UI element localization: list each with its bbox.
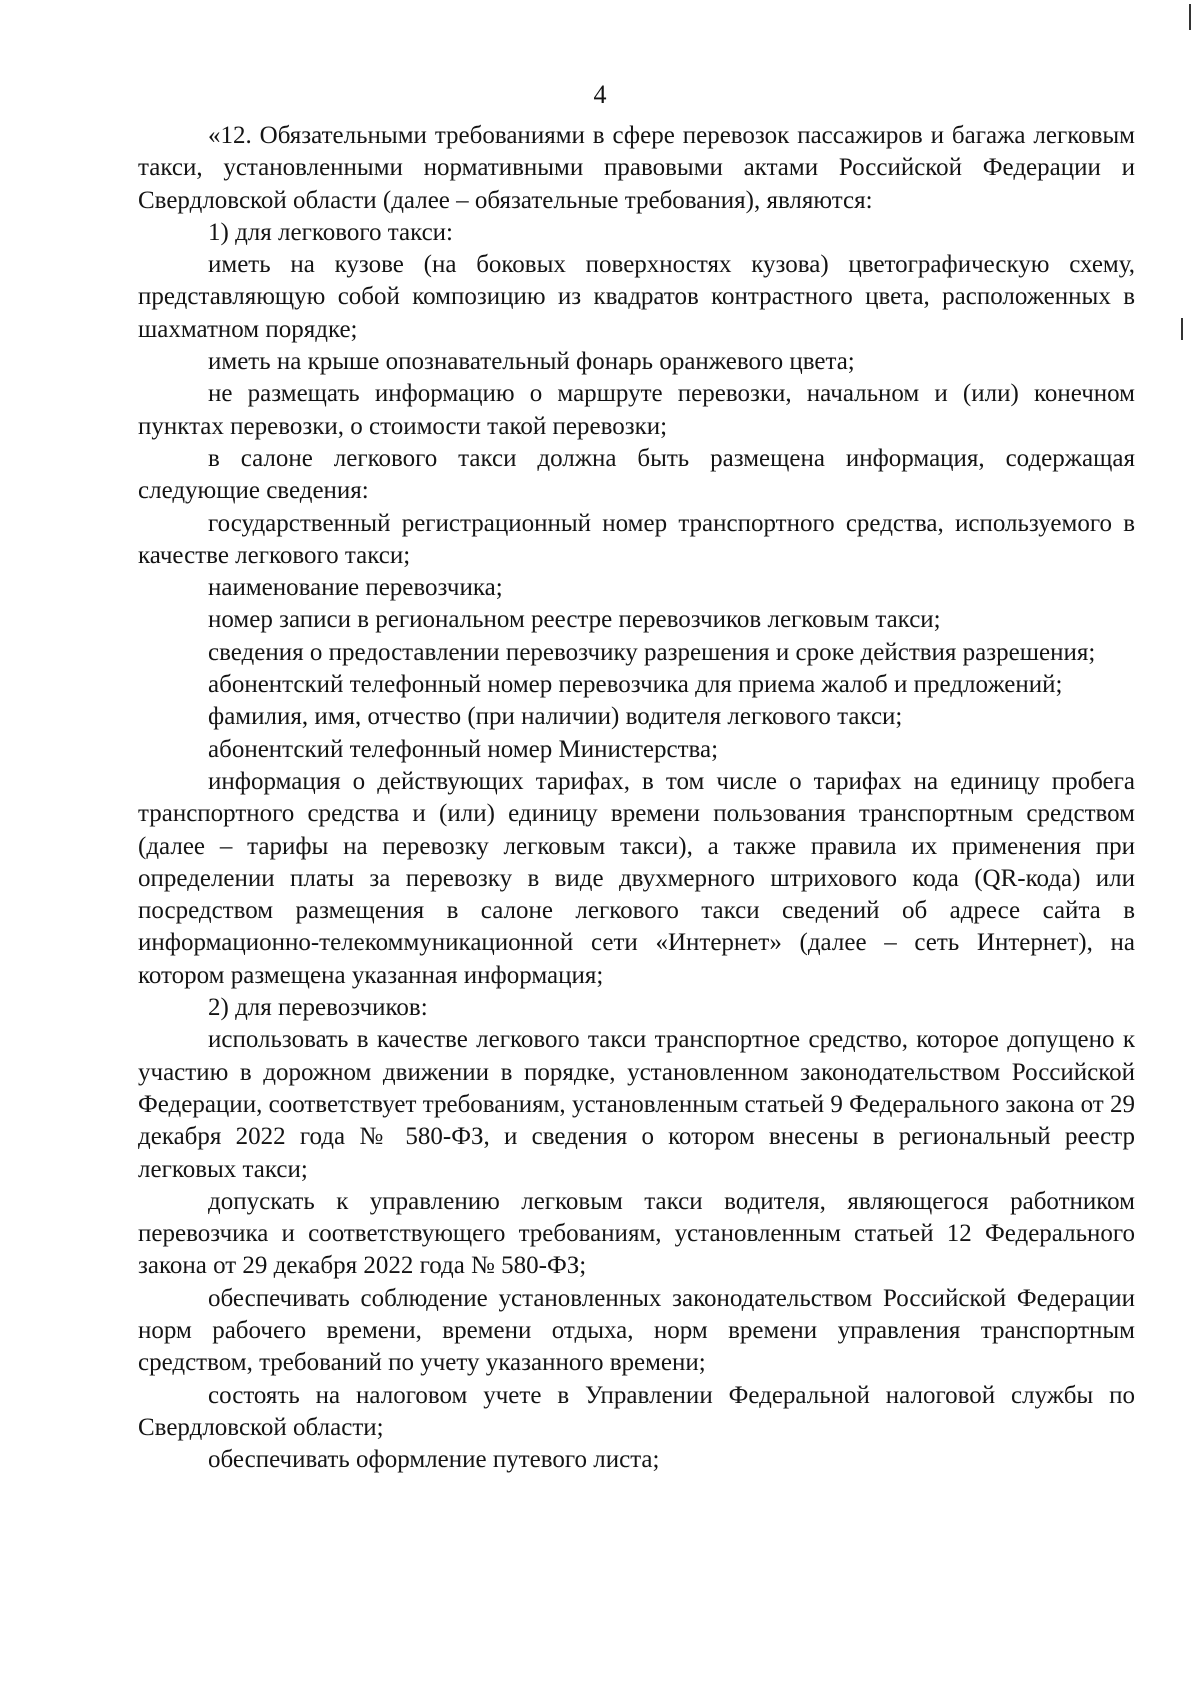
paragraph-driver-admission: допускать к управлению легковым такси водителя, являющегося работником перевозчика и соответствующего требованиям, установленным статьей 12 Федерального закона от 29 декабря 2022 года № 580-ФЗ;: [138, 1187, 1135, 1280]
paragraph-cabin-info: в салоне легкового такси должна быть размещена информация, содержащая следующие сведения:: [138, 444, 1135, 505]
paragraph-registration-number: государственный регистрационный номер транспортного средства, используемого в качестве легкового такси;: [138, 509, 1135, 569]
paragraph-roof-lamp: иметь на крыше опознавательный фонарь оранжевого цвета;: [208, 348, 855, 376]
paragraph-carriers-heading: 2) для перевозчиков:: [208, 994, 428, 1022]
scan-edge-mark-top: [1189, 4, 1191, 30]
page-number: 4: [593, 80, 607, 109]
paragraph-item-12-intro: «12. Обязательными требованиями в сфере перевозок пассажиров и багажа легковым такси, установленными нормативными правовыми актами Российской Федерации и Свердловской области (далее – обязательные требования), являются:: [138, 122, 1135, 214]
paragraph-working-time: обеспечивать соблюдение установленных законодательством Российской Федерации норм рабочего времени, времени отдыха, норм времени управления транспортным средством, требований по учету указанного времени;: [138, 1284, 1135, 1377]
paragraph-tax-registration: состоять на налоговом учете в Управлении Федеральной налоговой службы по Свердловской области;: [138, 1381, 1135, 1441]
paragraph-tariffs: информация о действующих тарифах, в том числе о тарифах на единицу пробега транспортного средства и (или) единицу времени пользования транспортным средством (далее – тарифы на перевозку легковым такси), а также правила их применения при определении платы за перевозку в виде двухмерного штрихового кода (QR-кода) или посредством размещения в салоне легкового такси сведений об адресе сайта в информационно-телекоммуникационной сети «Интернет» (далее – сеть Интернет), на котором размещена указанная информация;: [138, 767, 1135, 989]
paragraph-registry-record: номер записи в региональном реестре перевозчиков легковым такси;: [208, 606, 941, 634]
paragraph-ministry-phone: абонентский телефонный номер Министерства;: [208, 735, 719, 763]
document-body: [138, 120, 1135, 1476]
paragraph-permit-info: сведения о предоставлении перевозчику разрешения и сроке действия разрешения;: [208, 638, 1096, 666]
scan-edge-mark-middle: [1181, 318, 1183, 340]
paragraph-color-scheme: иметь на кузове (на боковых поверхностях кузова) цветографическую схему, представляющую собой композицию из квадратов контрастного цвета, расположенных в шахматном порядке;: [138, 251, 1135, 343]
paragraph-waybill: обеспечивать оформление путевого листа;: [208, 1446, 660, 1474]
paragraph-complaints-phone: абонентский телефонный номер перевозчика для приема жалоб и предложений;: [208, 671, 1063, 699]
paragraph-carrier-name: наименование перевозчика;: [208, 574, 503, 602]
paragraph-vehicle-use: использовать в качестве легкового такси транспортное средство, которое допущено к участию в дорожном движении в порядке, установленном законодательством Российской Федерации, соответствует требованиям, установленным статьей 9 Федерального закона от 29 декабря 2022 года № 580-ФЗ, и сведения о котором внесены в региональный реестр легковых такси;: [138, 1026, 1135, 1183]
paragraph-no-route-info: не размещать информацию о маршруте перевозки, начальном и (или) конечном пунктах перевозки, о стоимости такой перевозки;: [138, 380, 1135, 440]
paragraph-taxi-heading: 1) для легкового такси:: [208, 218, 454, 246]
paragraph-driver-name: фамилия, имя, отчество (при наличии) водителя легкового такси;: [208, 703, 903, 731]
